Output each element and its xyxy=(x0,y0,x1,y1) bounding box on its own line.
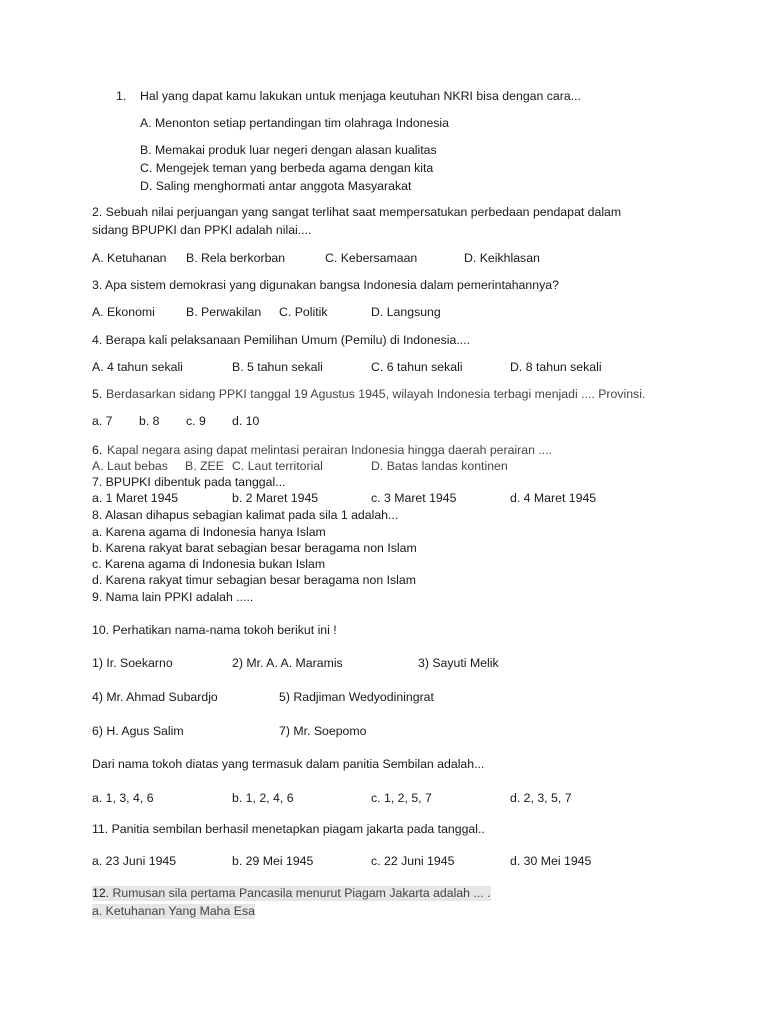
q8-option-d: d. Karena rakyat timur sebagian besar beragama non Islam xyxy=(92,573,416,587)
q6-question: Kapal negara asing dapat melintasi perairan Indonesia hingga daerah perairan .... xyxy=(107,443,553,457)
q10-tokoh-2: 2) Mr. A. A. Maramis xyxy=(232,656,343,670)
q10-tokoh-5: 5) Radjiman Wedyodiningrat xyxy=(279,690,434,704)
q8-question: 8. Alasan dihapus sebagian kalimat pada sila 1 adalah... xyxy=(92,508,399,522)
q2-question-line1: 2. Sebuah nilai perjuangan yang sangat terlihat saat mempersatukan perbedaan pendapat dalam xyxy=(92,205,622,219)
q7-option-c: c. 3 Maret 1945 xyxy=(371,491,457,505)
q2-option-a: A. Ketuhanan xyxy=(92,251,167,265)
q1-question: Hal yang dapat kamu lakukan untuk menjaga keutuhan NKRI bisa dengan cara... xyxy=(140,89,581,103)
q5-option-c: c. 9 xyxy=(186,414,206,428)
q5-number: 5. xyxy=(92,387,103,401)
q10-tokoh-4: 4) Mr. Ahmad Subardjo xyxy=(92,690,218,704)
q3-option-d: D. Langsung xyxy=(371,305,441,319)
q3-option-a: A. Ekonomi xyxy=(92,305,155,319)
q10-option-b: b. 1, 2, 4, 6 xyxy=(232,791,294,805)
q4-option-a: A. 4 tahun sekali xyxy=(92,360,183,374)
q6-option-d: D. Batas landas kontinen xyxy=(371,459,508,473)
q6-option-a: A. Laut bebas xyxy=(92,459,168,473)
q12-number: 12. xyxy=(92,886,110,900)
q10-tokoh-6: 6) H. Agus Salim xyxy=(92,724,184,738)
q1-number: 1. xyxy=(116,89,127,103)
q11-option-a: a. 23 Juni 1945 xyxy=(92,854,177,868)
q7-option-a: a. 1 Maret 1945 xyxy=(92,491,179,505)
q11-option-d: d. 30 Mei 1945 xyxy=(510,854,592,868)
q10-tokoh-3: 3) Sayuti Melik xyxy=(418,656,499,670)
q2-option-c: C. Kebersamaan xyxy=(325,251,418,265)
q10-option-c: c. 1, 2, 5, 7 xyxy=(371,791,432,805)
q6-option-c: C. Laut territorial xyxy=(232,459,323,473)
q3-option-c: C. Politik xyxy=(279,305,328,319)
q7-option-d: d. 4 Maret 1945 xyxy=(510,491,597,505)
q4-option-d: D. 8 tahun sekali xyxy=(510,360,602,374)
q10-prompt: Dari nama tokoh diatas yang termasuk dalam panitia Sembilan adalah... xyxy=(92,757,485,771)
q3-option-b: B. Perwakilan xyxy=(186,305,262,319)
q7-option-b: b. 2 Maret 1945 xyxy=(232,491,319,505)
q11-option-b: b. 29 Mei 1945 xyxy=(232,854,314,868)
q2-question-line2: sidang BPUPKI dan PPKI adalah nilai.... xyxy=(92,223,312,237)
q4-option-c: C. 6 tahun sekali xyxy=(371,360,463,374)
q6-option-b: B. ZEE xyxy=(185,459,224,473)
q9-question: 9. Nama lain PPKI adalah ..... xyxy=(92,590,254,604)
q1-option-d: D. Saling menghormati antar anggota Masyarakat xyxy=(140,179,412,193)
q1-option-a: A. Menonton setiap pertandingan tim olahraga Indonesia xyxy=(140,116,450,130)
q8-option-c: c. Karena agama di Indonesia bukan Islam xyxy=(92,557,326,571)
q10-tokoh-7: 7) Mr. Soepomo xyxy=(279,724,367,738)
q2-option-b: B. Rela berkorban xyxy=(186,251,286,265)
q10-option-a: a. 1, 3, 4, 6 xyxy=(92,791,154,805)
q10-tokoh-1: 1) Ir. Soekarno xyxy=(92,656,173,670)
q3-question: 3. Apa sistem demokrasi yang digunakan bangsa Indonesia dalam pemerintahannya? xyxy=(92,278,559,292)
q8-option-a: a. Karena agama di Indonesia hanya Islam xyxy=(92,525,326,539)
q11-question: 11. Panitia sembilan berhasil menetapkan piagam jakarta pada tanggal.. xyxy=(92,822,485,836)
q5-option-a: a. 7 xyxy=(92,414,113,428)
q10-option-d: d. 2, 3, 5, 7 xyxy=(510,791,572,805)
q1-option-b: B. Memakai produk luar negeri dengan alasan kualitas xyxy=(140,143,437,157)
q12-line xyxy=(92,886,491,901)
q5-option-b: b. 8 xyxy=(139,414,160,428)
q7-question: 7. BPUPKI dibentuk pada tanggal... xyxy=(92,475,286,489)
q5-question: Berdasarkan sidang PPKI tanggal 19 Agustus 1945, wilayah Indonesia terbagi menjadi .... Provinsi. xyxy=(106,387,646,401)
q5-option-d: d. 10 xyxy=(232,414,260,428)
q1-option-c: C. Mengejek teman yang berbeda agama dengan kita xyxy=(140,161,434,175)
q11-option-c: c. 22 Juni 1945 xyxy=(371,854,455,868)
q12-question: Rumusan sila pertama Pancasila menurut Piagam Jakarta adalah ... . xyxy=(112,886,491,900)
q2-option-d: D. Keikhlasan xyxy=(464,251,540,265)
q12-option-a: a. Ketuhanan Yang Maha Esa xyxy=(92,904,255,918)
q4-question: 4. Berapa kali pelaksanaan Pemilihan Umum (Pemilu) di Indonesia.... xyxy=(92,333,470,347)
q10-question: 10. Perhatikan nama-nama tokoh berikut ini ! xyxy=(92,623,337,637)
q6-number: 6. xyxy=(92,443,103,457)
q4-option-b: B. 5 tahun sekali xyxy=(232,360,323,374)
q8-option-b: b. Karena rakyat barat sebagian besar beragama non Islam xyxy=(92,541,417,555)
